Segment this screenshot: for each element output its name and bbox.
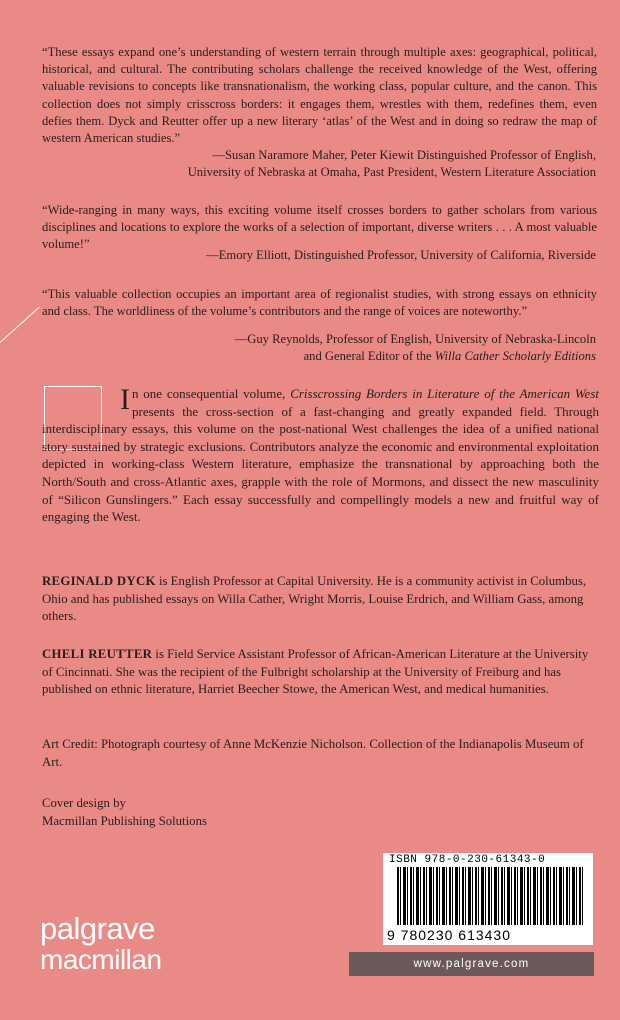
cover-design-line1: Cover design by [42,796,126,810]
quote-reynolds: “This valuable collection occupies an important area of regionalist studies, with strong essays on ethnicity and class. The worldliness of the volume’s contributors and the range of voices are noteworthy.” [42,287,597,319]
attribution-reynolds [36,331,596,365]
bio-reutter-name: CHELI REUTTER [42,647,153,661]
publisher-url: www.palgrave.com [349,952,594,976]
quote-maher: “These essays expand one’s understanding of western terrain through multiple axes: geographical, political, historical, and cultural. The contributing scholars challenge the received knowledge of the West, offering valuable revisions to concepts like transnationalism, the working class, popular culture, and the canon. This collection does not simply crisscross borders: it engages them, wrestles with them, redefines them, even defies them. Dyck and Reutter offer up a new literary ‘atlas’ of the West and in doing so redraw the map of western American studies.” [42,45,597,146]
bio-dyck-text: is English Professor at Capital University. He is a community activist in Columbus, Ohio and has published essays on Willa Cather, Wright Morris, Louise Erdrich, and William Gass, among others. [42,574,587,624]
attribution-maher-line1: —Susan Naramore Maher, Peter Kiewit Distinguished Professor of English, [212,148,596,162]
isbn-barcode [383,853,593,945]
decorative-diagonal-line [0,307,40,361]
description-part2: presents the cross-section of a fast-changing and greatly expanded field. Through interdisciplinary essays, this volume on the post-national West challenges the idea of a unified national story sustained by strategic exclusions. Contributors analyze the economic and environmental exploitation depicted in working-class Western literature, emphasize the transnational by approaching both the North/South and cross-Atlantic axes, grapple with the role of Mormons, and dissect the new masculinity of “Silicon Gunslingers.” Each essay successfully and compellingly models a new and fruitful way of engaging the West. [42,403,599,525]
attribution-reynolds-line2-prefix: and General Editor of the [303,349,435,364]
description-part1: n one consequential volume, [132,386,291,401]
attribution-reynolds-line1: —Guy Reynolds, Professor of English, University of Nebraska-Lincoln [234,332,596,346]
bio-reutter [42,646,602,699]
isbn-label: ISBN 978-0-230-61343-0 [389,854,546,866]
attribution-elliott: —Emory Elliott, Distinguished Professor, University of California, Riverside [206,248,596,262]
bio-reutter-text: is Field Service Assistant Professor of African-American Literature at the University of Cincinnati. She was the recipient of the Fulbright scholarship at the University of Freiburg and has published on ethnic literature, Harriet Beecher Stowe, the American West, and medical humanities. [42,647,589,697]
cover-design-credit [42,795,602,830]
barcode-digits: 9 780230 613430 [387,927,511,943]
barcode-bars [397,867,585,925]
palgrave-macmillan-logo [40,913,162,975]
book-description [42,385,599,526]
logo-palgrave: palgrave [40,911,155,946]
book-title-italic: Crisscrossing Borders in Literature of the American West [290,386,599,401]
attribution-reynolds-line2-italic: Willa Cather Scholarly Editions [434,349,596,364]
bio-dyck-name: REGINALD DYCK [42,574,156,588]
drop-cap: I [120,383,130,416]
art-credit: Art Credit: Photograph courtesy of Anne McKenzie Nicholson. Collection of the Indianapolis Museum of Art. [42,737,584,769]
attribution-maher-line2: University of Nebraska at Omaha, Past President, Western Literature Association [187,165,596,180]
attribution-maher [36,147,596,181]
quote-elliott: “Wide-ranging in many ways, this exciting volume itself crosses borders to gather scholars from various disciplines and locations to explore the works of a selection of important, diverse writers . . . A most valuable volume!” [42,203,597,252]
logo-macmillan: macmillan [40,944,162,975]
cover-design-line2: Macmillan Publishing Solutions [42,813,207,828]
bio-dyck [42,573,602,626]
